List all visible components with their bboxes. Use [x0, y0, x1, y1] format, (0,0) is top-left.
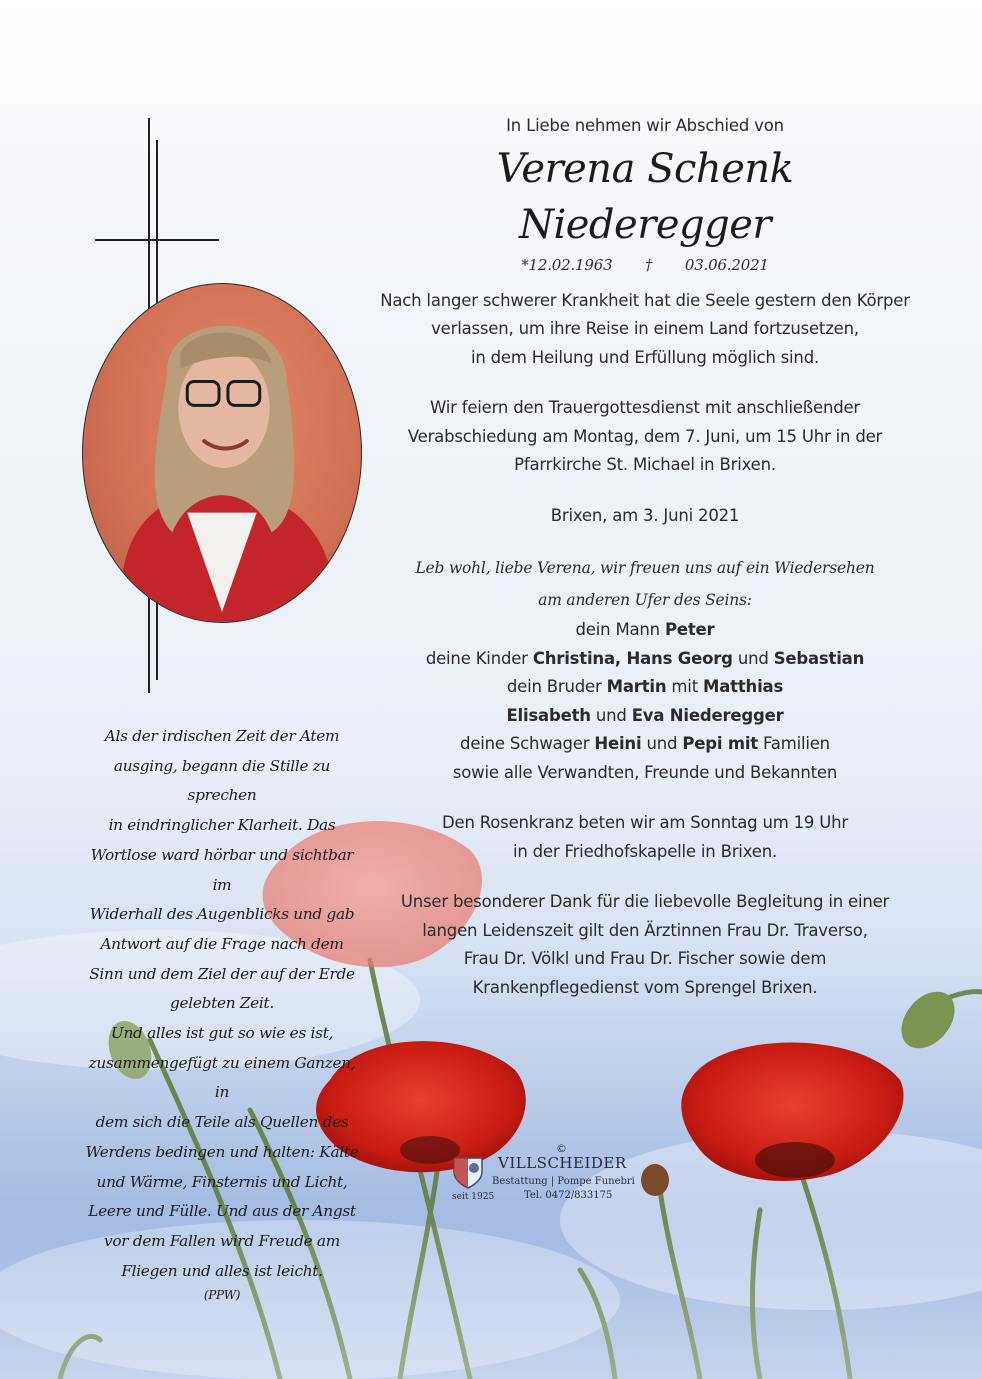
poem-line: und Wärme, Finsternis und Licht,	[96, 1172, 348, 1191]
poem-author: (PPW)	[203, 1288, 241, 1303]
mourner-text: mit	[666, 677, 704, 696]
mourner-name: Elisabeth	[506, 705, 591, 725]
mourner-text: und	[590, 705, 632, 725]
logo-since: seit 1925	[452, 1192, 495, 1202]
para2-line: Wir feiern den Trauergottesdienst mit anschließender	[429, 398, 861, 417]
mourner-text: Familien	[757, 734, 830, 753]
para1-line: in dem Heilung und Erfüllung möglich sind.	[470, 347, 820, 367]
rosary-line: Den Rosenkranz beten wir am Sonntag um 19 Uhr	[442, 813, 848, 832]
poem-line: Widerhall des Augenblicks und gab	[89, 905, 355, 924]
mourner-name: Matthias	[703, 677, 784, 696]
crest-icon	[452, 1154, 484, 1190]
cross-horizontal-line	[95, 239, 219, 241]
mourner-line: sowie alle Verwandten, Freunde und Bekannten	[452, 762, 838, 782]
mourner-line	[380, 673, 910, 702]
portrait-illustration	[83, 284, 361, 622]
para2-line: Pfarrkirche St. Michael in Brixen.	[514, 455, 776, 474]
rosary-line: in der Friedhofskapelle in Brixen.	[512, 841, 778, 861]
mourner-text: dein Mann	[575, 620, 665, 639]
death-date: † 03.06.2021	[645, 255, 769, 274]
farewell-line: Leb wohl, liebe Verena, wir freuen uns auf ein Wiedersehen	[415, 559, 875, 577]
poem-line: Wortlose ward hörbar und sichtbar im	[90, 845, 354, 894]
poem-line: vor dem Fallen wird Freude am	[104, 1231, 340, 1250]
poem-line: Und alles ist gut so wie es ist,	[110, 1024, 334, 1043]
poem-line: ausging, begann die Stille zu sprechen	[113, 756, 331, 805]
mourner-name: Sebastian	[773, 648, 865, 668]
poem-line: Antwort auf die Frage nach dem	[100, 934, 344, 953]
mourner-text: und	[732, 648, 774, 668]
para1-line: Nach langer schwerer Krankheit hat die Seele gestern den Körper	[380, 290, 910, 310]
mourner-name: mit	[722, 734, 758, 753]
mourner-name: Peter	[664, 620, 715, 639]
poem	[82, 722, 362, 1304]
thanks-line: Unser besonderer Dank für die liebevolle Begleitung in einer	[400, 892, 890, 911]
farewell-line: am anderen Ufer des Seins:	[538, 591, 752, 609]
poem-line: Als der irdischen Zeit der Atem	[104, 727, 340, 745]
para1-line: verlassen, um ihre Reise in einem Land fortzusetzen,	[431, 319, 859, 338]
poem-line: Fliegen und alles ist leicht.	[121, 1261, 323, 1280]
mourner-line	[380, 616, 910, 645]
mourner-line	[380, 645, 910, 674]
poem-line: zusammengefügt zu einem Ganzen, in	[88, 1053, 356, 1102]
birth-date: *12.02.1963	[521, 255, 613, 274]
mourner-line	[380, 730, 910, 759]
logo-subtitle: Bestattung | Pompe Funebri	[492, 1176, 635, 1187]
mourner-text: und	[641, 734, 683, 753]
logo-phone: Tel. 0472/833175	[524, 1190, 613, 1201]
intro-line: In Liebe nehmen wir Abschied von	[506, 116, 784, 135]
mourner-name: Heini	[594, 734, 642, 753]
life-dates	[380, 253, 910, 277]
thanks-line: Krankenpflegedienst vom Sprengel Brixen.	[472, 977, 818, 997]
mourner-name: Pepi	[682, 734, 723, 753]
mourner-text: deine Schwager	[460, 734, 595, 753]
para2-line: Verabschiedung am Montag, dem 7. Juni, um 15 Uhr in der	[407, 426, 883, 446]
mourner-text: deine Kinder	[425, 648, 533, 668]
poem-line: Werdens bedingen und halten: Kälte	[85, 1142, 359, 1161]
main-text	[380, 112, 910, 1002]
thanks-line: langen Leidenszeit gilt den Ärztinnen Frau Dr. Traverso,	[422, 920, 868, 940]
mourner-name: Christina, Hans Georg	[532, 648, 733, 668]
thanks-line: Frau Dr. Völkl und Frau Dr. Fischer sowie dem	[463, 949, 827, 968]
mourner-name: Eva Niederegger	[631, 705, 784, 725]
deceased-name: Verena Schenk Niederegger	[496, 145, 794, 248]
poem-line: dem sich die Teile als Quellen des	[95, 1113, 349, 1132]
poem-line: gelebten Zeit.	[170, 994, 274, 1013]
mourner-line	[380, 702, 910, 731]
place-date: Brixen, am 3. Juni 2021	[550, 505, 740, 525]
portrait-photo	[82, 283, 362, 623]
poem-line: Leere und Fülle. Und aus der Angst	[88, 1202, 356, 1221]
mourner-text: dein Bruder	[506, 677, 607, 696]
funeral-home-logo	[446, 1142, 646, 1212]
poem-line: Sinn und dem Ziel der auf der Erde	[89, 964, 355, 983]
mourner-name: Martin	[606, 677, 667, 696]
logo-name: VILLSCHEIDER	[498, 1154, 627, 1172]
poem-line: in eindringlicher Klarheit. Das	[108, 816, 336, 835]
copyright-mark: ©	[556, 1142, 567, 1155]
